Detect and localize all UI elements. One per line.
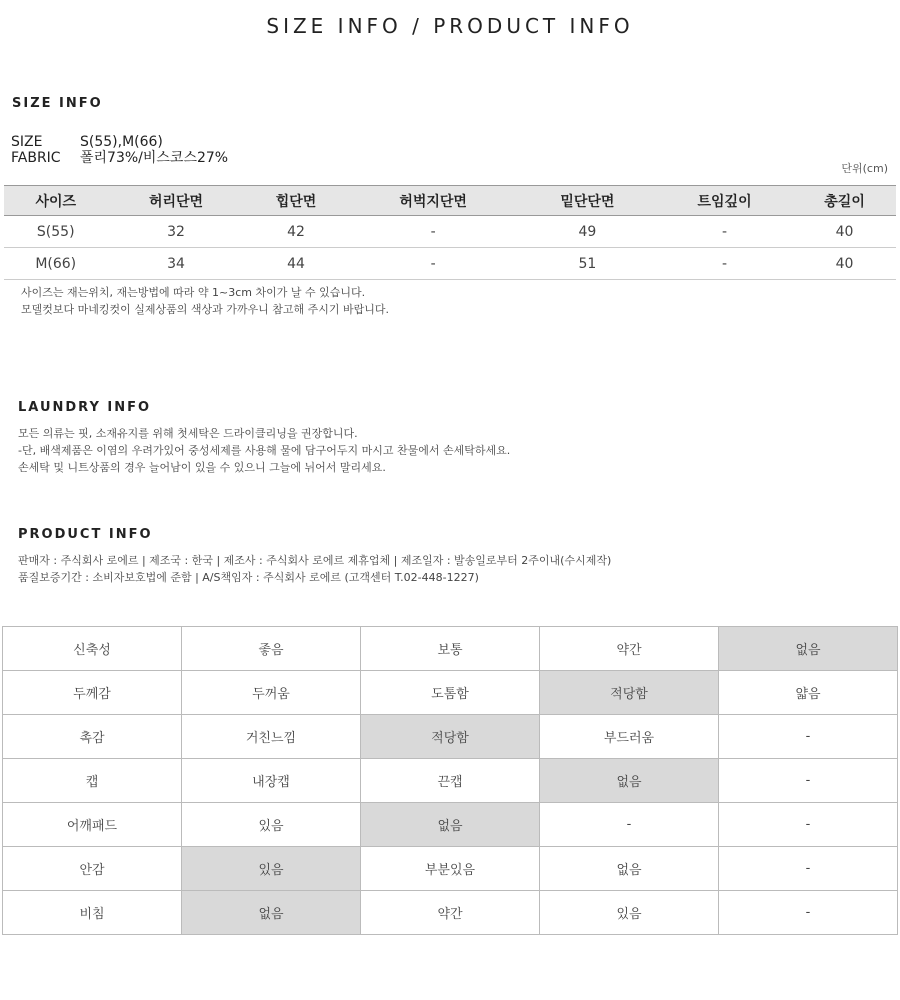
table-cell: 44 bbox=[245, 248, 348, 280]
table-cell: M(66) bbox=[4, 248, 107, 280]
property-table bbox=[2, 626, 898, 935]
property-option: 도톰함 bbox=[361, 671, 540, 715]
property-option: 좋음 bbox=[182, 627, 361, 671]
note-line: 모델컷보다 마네킹컷이 실제상품의 색상과 가까우니 참고해 주시기 바랍니다. bbox=[21, 303, 390, 316]
property-row bbox=[3, 715, 898, 759]
property-label: 어깨패드 bbox=[3, 803, 182, 847]
property-label: 안감 bbox=[3, 847, 182, 891]
column-header: 트임깊이 bbox=[656, 186, 793, 216]
column-header: 밑단단면 bbox=[519, 186, 656, 216]
size-spec-row bbox=[11, 134, 228, 150]
table-cell: - bbox=[347, 248, 518, 280]
property-option-selected: 있음 bbox=[182, 847, 361, 891]
property-option: 있음 bbox=[182, 803, 361, 847]
table-cell: 40 bbox=[793, 216, 896, 248]
size-notes bbox=[21, 284, 389, 318]
property-option: 약간 bbox=[361, 891, 540, 935]
property-option: 내장캡 bbox=[182, 759, 361, 803]
table-cell: 49 bbox=[519, 216, 656, 248]
property-row bbox=[3, 803, 898, 847]
property-option: 부드러움 bbox=[540, 715, 719, 759]
size-table-header bbox=[4, 186, 896, 216]
property-row bbox=[3, 671, 898, 715]
table-cell: 32 bbox=[107, 216, 244, 248]
size-info-heading: SIZE INFO bbox=[12, 96, 103, 111]
column-header: 허벅지단면 bbox=[347, 186, 518, 216]
unit-label: 단위(cm) bbox=[841, 162, 888, 175]
table-cell: - bbox=[656, 248, 793, 280]
table-cell: 51 bbox=[519, 248, 656, 280]
fabric-value: 폴리73%/비스코스27% bbox=[80, 150, 229, 166]
laundry-line: -단, 배색제품은 이염의 우려가있어 중성세제를 사용해 물에 담구어두지 마시고 찬물에서 손세탁하세요. bbox=[18, 444, 511, 457]
laundry-line: 모든 의류는 핏, 소재유지를 위해 첫세탁은 드라이클리닝을 권장합니다. bbox=[18, 427, 358, 440]
fabric-spec-row bbox=[11, 150, 228, 166]
table-cell: S(55) bbox=[4, 216, 107, 248]
page-title: SIZE INFO / PRODUCT INFO bbox=[266, 14, 634, 38]
note-line: 사이즈는 재는위치, 재는방법에 따라 약 1~3cm 차이가 날 수 있습니다. bbox=[21, 286, 366, 299]
column-header: 총길이 bbox=[793, 186, 896, 216]
column-header: 힙단면 bbox=[245, 186, 348, 216]
size-key: SIZE bbox=[11, 134, 43, 150]
property-option: 얇음 bbox=[719, 671, 898, 715]
property-option: - bbox=[719, 847, 898, 891]
property-option-selected: 적당함 bbox=[361, 715, 540, 759]
property-label: 비침 bbox=[3, 891, 182, 935]
property-label: 두께감 bbox=[3, 671, 182, 715]
property-option: - bbox=[719, 803, 898, 847]
property-option: 부분있음 bbox=[361, 847, 540, 891]
property-option: - bbox=[719, 891, 898, 935]
laundry-info-heading: LAUNDRY INFO bbox=[18, 400, 152, 415]
table-cell: 42 bbox=[245, 216, 348, 248]
property-option: 두꺼움 bbox=[182, 671, 361, 715]
table-cell: - bbox=[656, 216, 793, 248]
property-label: 신축성 bbox=[3, 627, 182, 671]
spec-block bbox=[11, 134, 228, 166]
property-option: 약간 bbox=[540, 627, 719, 671]
table-cell: 34 bbox=[107, 248, 244, 280]
property-option: 끈캡 bbox=[361, 759, 540, 803]
table-row bbox=[4, 216, 896, 248]
product-info-heading: PRODUCT INFO bbox=[18, 527, 153, 542]
property-option: - bbox=[719, 715, 898, 759]
property-option: - bbox=[540, 803, 719, 847]
product-notes bbox=[18, 552, 611, 586]
table-cell: 40 bbox=[793, 248, 896, 280]
property-option-selected: 없음 bbox=[540, 759, 719, 803]
property-option: - bbox=[719, 759, 898, 803]
property-label: 촉감 bbox=[3, 715, 182, 759]
property-option: 있음 bbox=[540, 891, 719, 935]
size-value: S(55),M(66) bbox=[80, 134, 163, 150]
property-row bbox=[3, 847, 898, 891]
table-cell: - bbox=[347, 216, 518, 248]
property-option-selected: 없음 bbox=[182, 891, 361, 935]
laundry-notes bbox=[18, 425, 510, 476]
column-header: 허리단면 bbox=[107, 186, 244, 216]
property-option-selected: 없음 bbox=[719, 627, 898, 671]
property-label: 캡 bbox=[3, 759, 182, 803]
product-line: 판매자 : 주식회사 로에르 | 제조국 : 한국 | 제조사 : 주식회사 로에르 제휴업체 | 제조일자 : 발송일로부터 2주이내(수시제작) bbox=[18, 554, 612, 567]
size-table bbox=[4, 185, 896, 280]
column-header: 사이즈 bbox=[4, 186, 107, 216]
property-option: 없음 bbox=[540, 847, 719, 891]
product-line: 품질보증기간 : 소비자보호법에 준함 | A/S책임자 : 주식회사 로에르 (고객센터 T.02-448-1227) bbox=[18, 571, 479, 584]
property-option: 보통 bbox=[361, 627, 540, 671]
property-row bbox=[3, 627, 898, 671]
property-option-selected: 없음 bbox=[361, 803, 540, 847]
fabric-key: FABRIC bbox=[11, 150, 61, 166]
laundry-line: 손세탁 및 니트상품의 경우 늘어남이 있을 수 있으니 그늘에 뉘어서 말리세요. bbox=[18, 461, 386, 474]
property-option: 거친느낌 bbox=[182, 715, 361, 759]
table-row bbox=[4, 248, 896, 280]
property-option-selected: 적당함 bbox=[540, 671, 719, 715]
property-row bbox=[3, 759, 898, 803]
property-row bbox=[3, 891, 898, 935]
